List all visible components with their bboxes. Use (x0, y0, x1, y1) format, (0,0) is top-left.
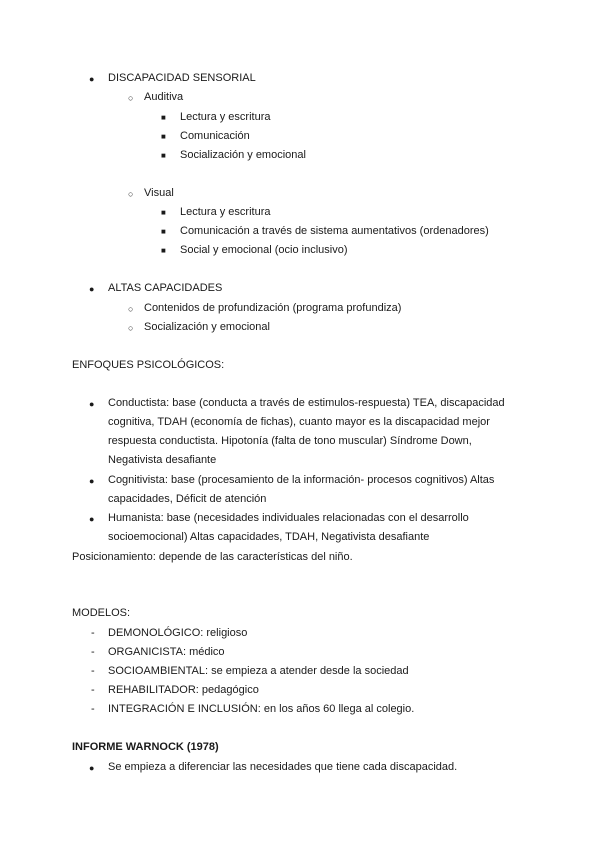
paragraph-line: cognitiva, TDAH (economía de fichas), cuanto mayor es la discapacidad mejor (108, 416, 490, 428)
square-bullet-icon: ■ (161, 246, 166, 255)
section-title-sensorial: DISCAPACIDAD SENSORIAL (108, 72, 256, 84)
heading-modelos: MODELOS: (72, 607, 131, 619)
list-item: Socialización y emocional (180, 149, 306, 161)
dash-bullet-icon: - (91, 703, 95, 715)
square-bullet-icon: ■ (161, 113, 166, 122)
subsection-auditiva: Auditiva (144, 91, 184, 103)
dash-bullet-icon: - (91, 627, 95, 639)
list-item: Lectura y escritura (180, 111, 271, 123)
circle-bullet-icon: ○ (128, 93, 134, 103)
list-item: Se empieza a diferenciar las necesidades que tiene cada discapacidad. (108, 761, 458, 773)
list-item: INTEGRACIÓN E INCLUSIÓN: en los años 60 llega al colegio. (108, 703, 415, 715)
list-item: ORGANICISTA: médico (108, 646, 225, 658)
square-bullet-icon: ■ (161, 227, 166, 236)
paragraph-line: capacidades, Déficit de atención (108, 493, 267, 505)
list-item: Comunicación a través de sistema aumentativos (ordenadores) (180, 225, 489, 237)
heading-enfoques: ENFOQUES PSICOLÓGICOS: (72, 359, 225, 371)
circle-bullet-icon: ○ (128, 189, 134, 199)
bullet-icon: ● (89, 284, 95, 294)
list-item: Social y emocional (ocio inclusivo) (180, 244, 348, 256)
paragraph-line: Negativista desafiante (108, 454, 217, 466)
bullet-icon: ● (89, 399, 95, 409)
posicionamiento-text: Posicionamiento: depende de las características del niño. (72, 551, 353, 563)
list-item: Comunicación (180, 130, 250, 142)
paragraph-line: respuesta conductista. Hipotonía (falta de tono muscular) Síndrome Down, (108, 435, 472, 447)
circle-bullet-icon: ○ (128, 323, 134, 333)
paragraph-line: Humanista: base (necesidades individuales relacionadas con el desarrollo (108, 512, 469, 524)
dash-bullet-icon: - (91, 684, 95, 696)
dash-bullet-icon: - (91, 665, 95, 677)
list-item: Contenidos de profundización (programa profundiza) (144, 302, 402, 314)
section-title-altas: ALTAS CAPACIDADES (108, 282, 223, 294)
list-item: DEMONOLÓGICO: religioso (108, 627, 248, 639)
list-item: Lectura y escritura (180, 206, 271, 218)
square-bullet-icon: ■ (161, 132, 166, 141)
dash-bullet-icon: - (91, 646, 95, 658)
paragraph-line: socioemocional) Altas capacidades, TDAH, Negativista desafiante (108, 531, 430, 543)
bullet-icon: ● (89, 74, 95, 84)
subsection-visual: Visual (144, 187, 174, 199)
list-item: Socialización y emocional (144, 321, 270, 333)
list-item: REHABILITADOR: pedagógico (108, 684, 259, 696)
paragraph-line: Cognitivista: base (procesamiento de la información- procesos cognitivos) Altas (108, 474, 495, 486)
square-bullet-icon: ■ (161, 151, 166, 160)
heading-warnock: INFORME WARNOCK (1978) (72, 741, 219, 753)
bullet-icon: ● (89, 476, 95, 486)
paragraph-line: Conductista: base (conducta a través de estimulos-respuesta) TEA, discapacidad (108, 397, 505, 409)
bullet-icon: ● (89, 514, 95, 524)
square-bullet-icon: ■ (161, 208, 166, 217)
list-item: SOCIOAMBIENTAL: se empieza a atender desde la sociedad (108, 665, 409, 677)
bullet-icon: ● (89, 763, 95, 773)
circle-bullet-icon: ○ (128, 304, 134, 314)
